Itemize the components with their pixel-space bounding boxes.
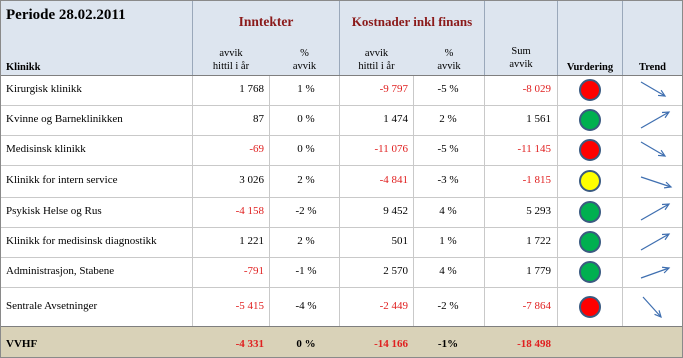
row-clinic-name: Kvinne og Barneklinikken — [6, 113, 123, 125]
column-header-inn-pct: % avvik — [292, 48, 317, 72]
row-sum: 5 293 — [526, 205, 551, 217]
row-inn-avvik: -4 158 — [235, 205, 264, 217]
trend-arrow-icon — [629, 228, 677, 256]
status-indicator-green — [579, 201, 601, 223]
row-sum: 1 779 — [526, 265, 551, 277]
column-header-trend: Trend — [638, 62, 667, 73]
status-indicator-red — [579, 79, 601, 101]
group-inntekter: Inntekter — [238, 14, 294, 29]
row-kost-avvik: 2 570 — [383, 265, 408, 277]
column-header-kost-avvik: avvik hittil i år — [358, 48, 395, 72]
column-header-vurdering: Vurdering — [566, 62, 614, 73]
row-inn-avvik: 3 026 — [239, 174, 264, 186]
row-inn-avvik: -69 — [249, 143, 264, 155]
row-clinic-name: Kirurgisk klinikk — [6, 83, 82, 95]
page-title: Periode 28.02.2011 — [6, 7, 126, 23]
row-kost-pct: 2 % — [439, 113, 457, 125]
row-kost-pct: -2 % — [437, 299, 459, 312]
row-inn-avvik: 87 — [253, 113, 264, 125]
column-header-sum: Sum avvik — [509, 46, 533, 70]
status-indicator-red — [579, 296, 601, 318]
status-indicator-green — [579, 109, 601, 131]
total-kost-pct: -1% — [437, 338, 459, 350]
row-inn-pct: 1 % — [297, 83, 315, 95]
column-header-inn-avvik: avvik hittil i år — [212, 48, 250, 72]
total-label: VVHF — [6, 338, 38, 350]
row-clinic-name: Klinikk for medisinsk diagnostikk — [6, 235, 157, 247]
group-kostnader: Kostnader inkl finans — [351, 14, 473, 29]
row-sum: 1 561 — [526, 113, 551, 125]
row-clinic-name: Klinikk for intern service — [6, 174, 118, 186]
total-inn-avvik: -4 331 — [235, 338, 264, 350]
status-indicator-yellow — [579, 170, 601, 192]
row-clinic-name: Sentrale Avsetninger — [6, 299, 98, 312]
row-kost-pct: 1 % — [439, 235, 457, 247]
row-kost-avvik: -4 841 — [379, 174, 408, 186]
row-kost-avvik: 501 — [391, 235, 408, 247]
row-inn-pct: -4 % — [295, 299, 317, 312]
row-clinic-name: Medisinsk klinikk — [6, 143, 86, 155]
status-indicator-green — [579, 261, 601, 283]
row-sum: -8 029 — [522, 83, 551, 95]
row-kost-avvik: -11 076 — [374, 143, 408, 155]
row-kost-pct: -5 % — [437, 143, 459, 155]
trend-arrow-icon — [629, 198, 677, 226]
row-clinic-name: Psykisk Helse og Rus — [6, 205, 102, 217]
row-kost-avvik: 9 452 — [383, 205, 408, 217]
row-inn-pct: 0 % — [297, 113, 315, 125]
row-inn-avvik: 1 768 — [239, 83, 264, 95]
total-kost-avvik: -14 166 — [374, 338, 408, 350]
row-kost-pct: 4 % — [439, 265, 457, 277]
trend-arrow-icon — [629, 167, 677, 195]
status-indicator-red — [579, 139, 601, 161]
trend-arrow-icon — [629, 258, 677, 286]
row-inn-pct: 2 % — [297, 174, 315, 186]
trend-arrow-icon — [629, 136, 677, 164]
row-sum: -1 815 — [522, 174, 551, 186]
trend-arrow-icon — [629, 76, 677, 104]
row-inn-avvik: -791 — [243, 265, 264, 277]
trend-arrow-icon — [629, 106, 677, 134]
total-inn-pct: 0 % — [296, 338, 316, 350]
column-header-klinikk: Klinikk — [6, 62, 41, 73]
trend-arrow-icon — [629, 293, 677, 321]
row-sum: 1 722 — [526, 235, 551, 247]
row-kost-pct: 4 % — [439, 205, 457, 217]
row-inn-avvik: -5 415 — [235, 299, 264, 312]
row-inn-pct: -2 % — [295, 205, 317, 217]
row-inn-pct: -1 % — [295, 265, 317, 277]
row-kost-avvik: 1 474 — [383, 113, 408, 125]
total-sum: -18 498 — [517, 338, 551, 350]
row-clinic-name: Administrasjon, Stabene — [6, 265, 115, 277]
column-header-kost-pct: % avvik — [437, 48, 461, 72]
row-sum: -7 864 — [522, 299, 551, 312]
row-inn-pct: 0 % — [297, 143, 315, 155]
row-kost-avvik: -2 449 — [379, 299, 408, 312]
row-kost-avvik: -9 797 — [379, 83, 408, 95]
row-inn-pct: 2 % — [297, 235, 315, 247]
row-kost-pct: -3 % — [437, 174, 459, 186]
status-indicator-green — [579, 231, 601, 253]
row-kost-pct: -5 % — [437, 83, 459, 95]
row-inn-avvik: 1 221 — [239, 235, 264, 247]
row-sum: -11 145 — [517, 143, 551, 155]
